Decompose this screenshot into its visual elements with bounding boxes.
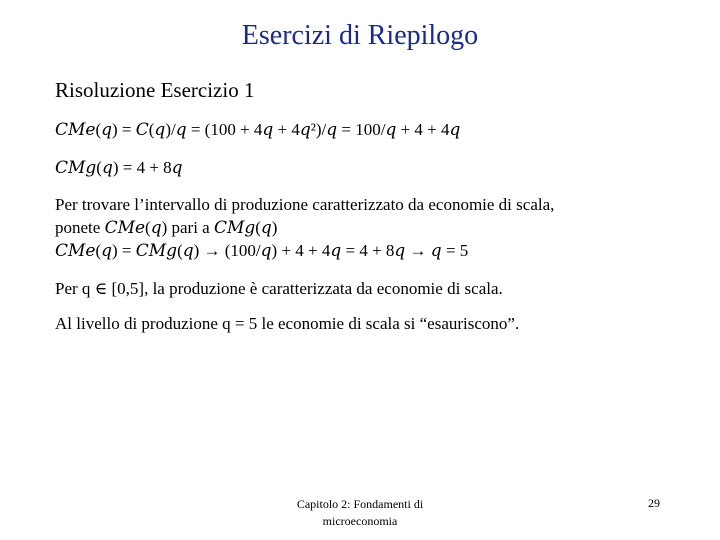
- solution-equation: 𝐶𝑀𝑒(𝑞) = 𝐶𝑀𝑔(𝑞) → (100/𝑞) + 4 + 4𝑞 = 4 + 8𝑞 → 𝑞 = 5: [55, 241, 469, 260]
- intro-text-line-1: Per trovare l’intervallo di produzione caratterizzato da economie di scala,: [55, 195, 555, 214]
- section-heading: Risoluzione Esercizio 1: [55, 78, 255, 102]
- footer-chapter: Capitolo 2: Fondamenti di microeconomia: [296, 497, 424, 528]
- exhaustion-statement: Al livello di produzione q = 5 le economie di scala si “esauriscono”.: [55, 314, 520, 333]
- page-number: 29: [648, 496, 660, 510]
- marginal-cost-equation: 𝐶𝑀𝑔(𝑞) = 4 + 8𝑞: [55, 158, 183, 177]
- scale-economies-statement: Per q ∈ [0,5], la produzione è caratterizzata da economie di scala.: [55, 279, 503, 298]
- average-cost-equation: 𝐶𝑀𝑒(𝑞) = 𝐶(𝑞)/𝑞 = (100 + 4𝑞 + 4𝑞²)/𝑞 = 100/𝑞 + 4 + 4𝑞: [55, 120, 461, 139]
- intro-text-line-2: ponete 𝐶𝑀𝑒(𝑞) pari a 𝐶𝑀𝑔(𝑞): [55, 218, 278, 237]
- slide-title: Esercizi di Riepilogo: [241, 20, 479, 51]
